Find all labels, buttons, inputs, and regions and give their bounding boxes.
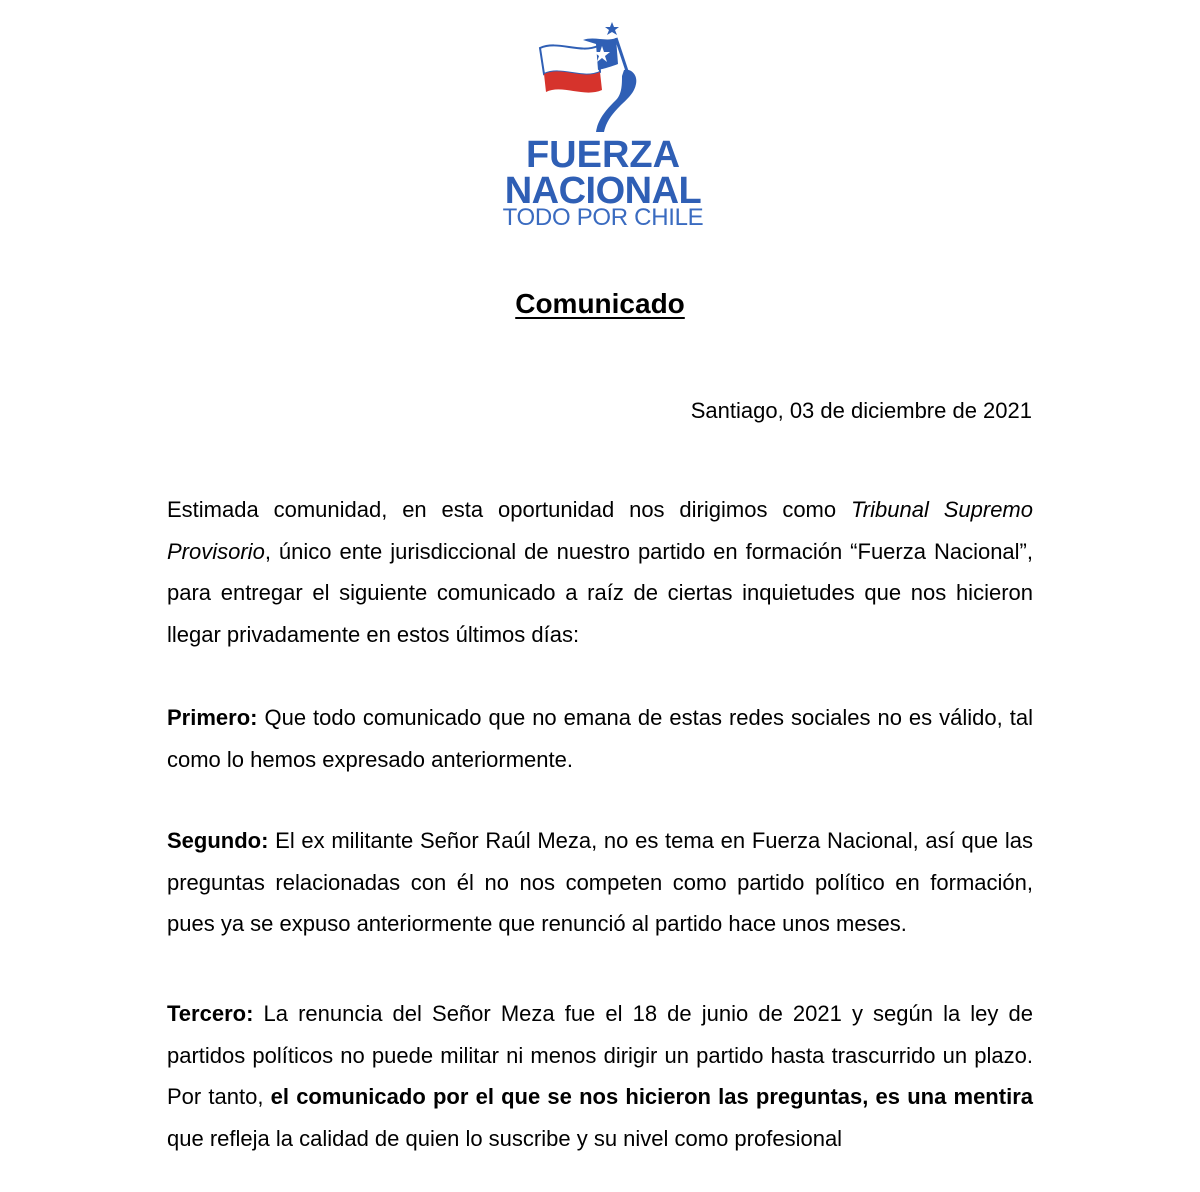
segundo-text: El ex militante Señor Raúl Meza, no es tema en Fuerza Nacional, así que las preguntas relacionadas con él no nos competen como partido político en formación, pues ya se expuso anteriormente que renunció al partido hace unos meses.: [167, 828, 1033, 936]
logo-text-line3: TODO POR CHILE: [502, 204, 704, 231]
intro-italic: Tribunal Supremo Provisorio: [167, 497, 1033, 564]
tercero-paragraph: [167, 993, 1033, 1159]
logo-text-line2: NACIONAL: [504, 170, 702, 212]
primero-paragraph: [167, 697, 1033, 780]
intro-text-1: Estimada comunidad, en esta oportunidad nos dirigimos como: [167, 497, 851, 522]
document-date: Santiago, 03 de diciembre de 2021: [690, 398, 1032, 423]
segundo-label: Segundo:: [167, 828, 269, 853]
segundo-paragraph: [167, 820, 1033, 945]
logo-text-line1: FUERZA: [525, 134, 681, 176]
intro-text-2: , único ente jurisdiccional de nuestro partido en formación “Fuerza Nacional”, para entregar el siguiente comunicado a raíz de ciertas inquietudes que nos hicieron llegar privadamente en estos últimos días:: [167, 538, 1033, 647]
document-title: Comunicado: [515, 288, 685, 319]
primero-label: Primero:: [167, 705, 258, 730]
primero-text: Que todo comunicado que no emana de estas redes sociales no es válido, tal como lo hemos expresado anteriormente.: [167, 705, 1033, 772]
party-logo: [488, 14, 718, 231]
tercero-text-2: que refleja la calidad de quien lo suscribe y su nivel como profesional: [167, 1125, 843, 1151]
tercero-label: Tercero:: [167, 1001, 254, 1026]
flag-hand-icon: [488, 14, 718, 139]
tercero-text-1: La renuncia del Señor Meza fue el 18 de junio de 2021 y según la ley de partidos políticos no puede militar ni menos dirigir un partido hasta trascurrido un plazo. Por tanto,: [167, 1001, 1033, 1109]
intro-paragraph: [167, 489, 1033, 655]
tercero-bold: el comunicado por el que se nos hicieron las preguntas, es una mentira: [270, 1084, 1033, 1109]
